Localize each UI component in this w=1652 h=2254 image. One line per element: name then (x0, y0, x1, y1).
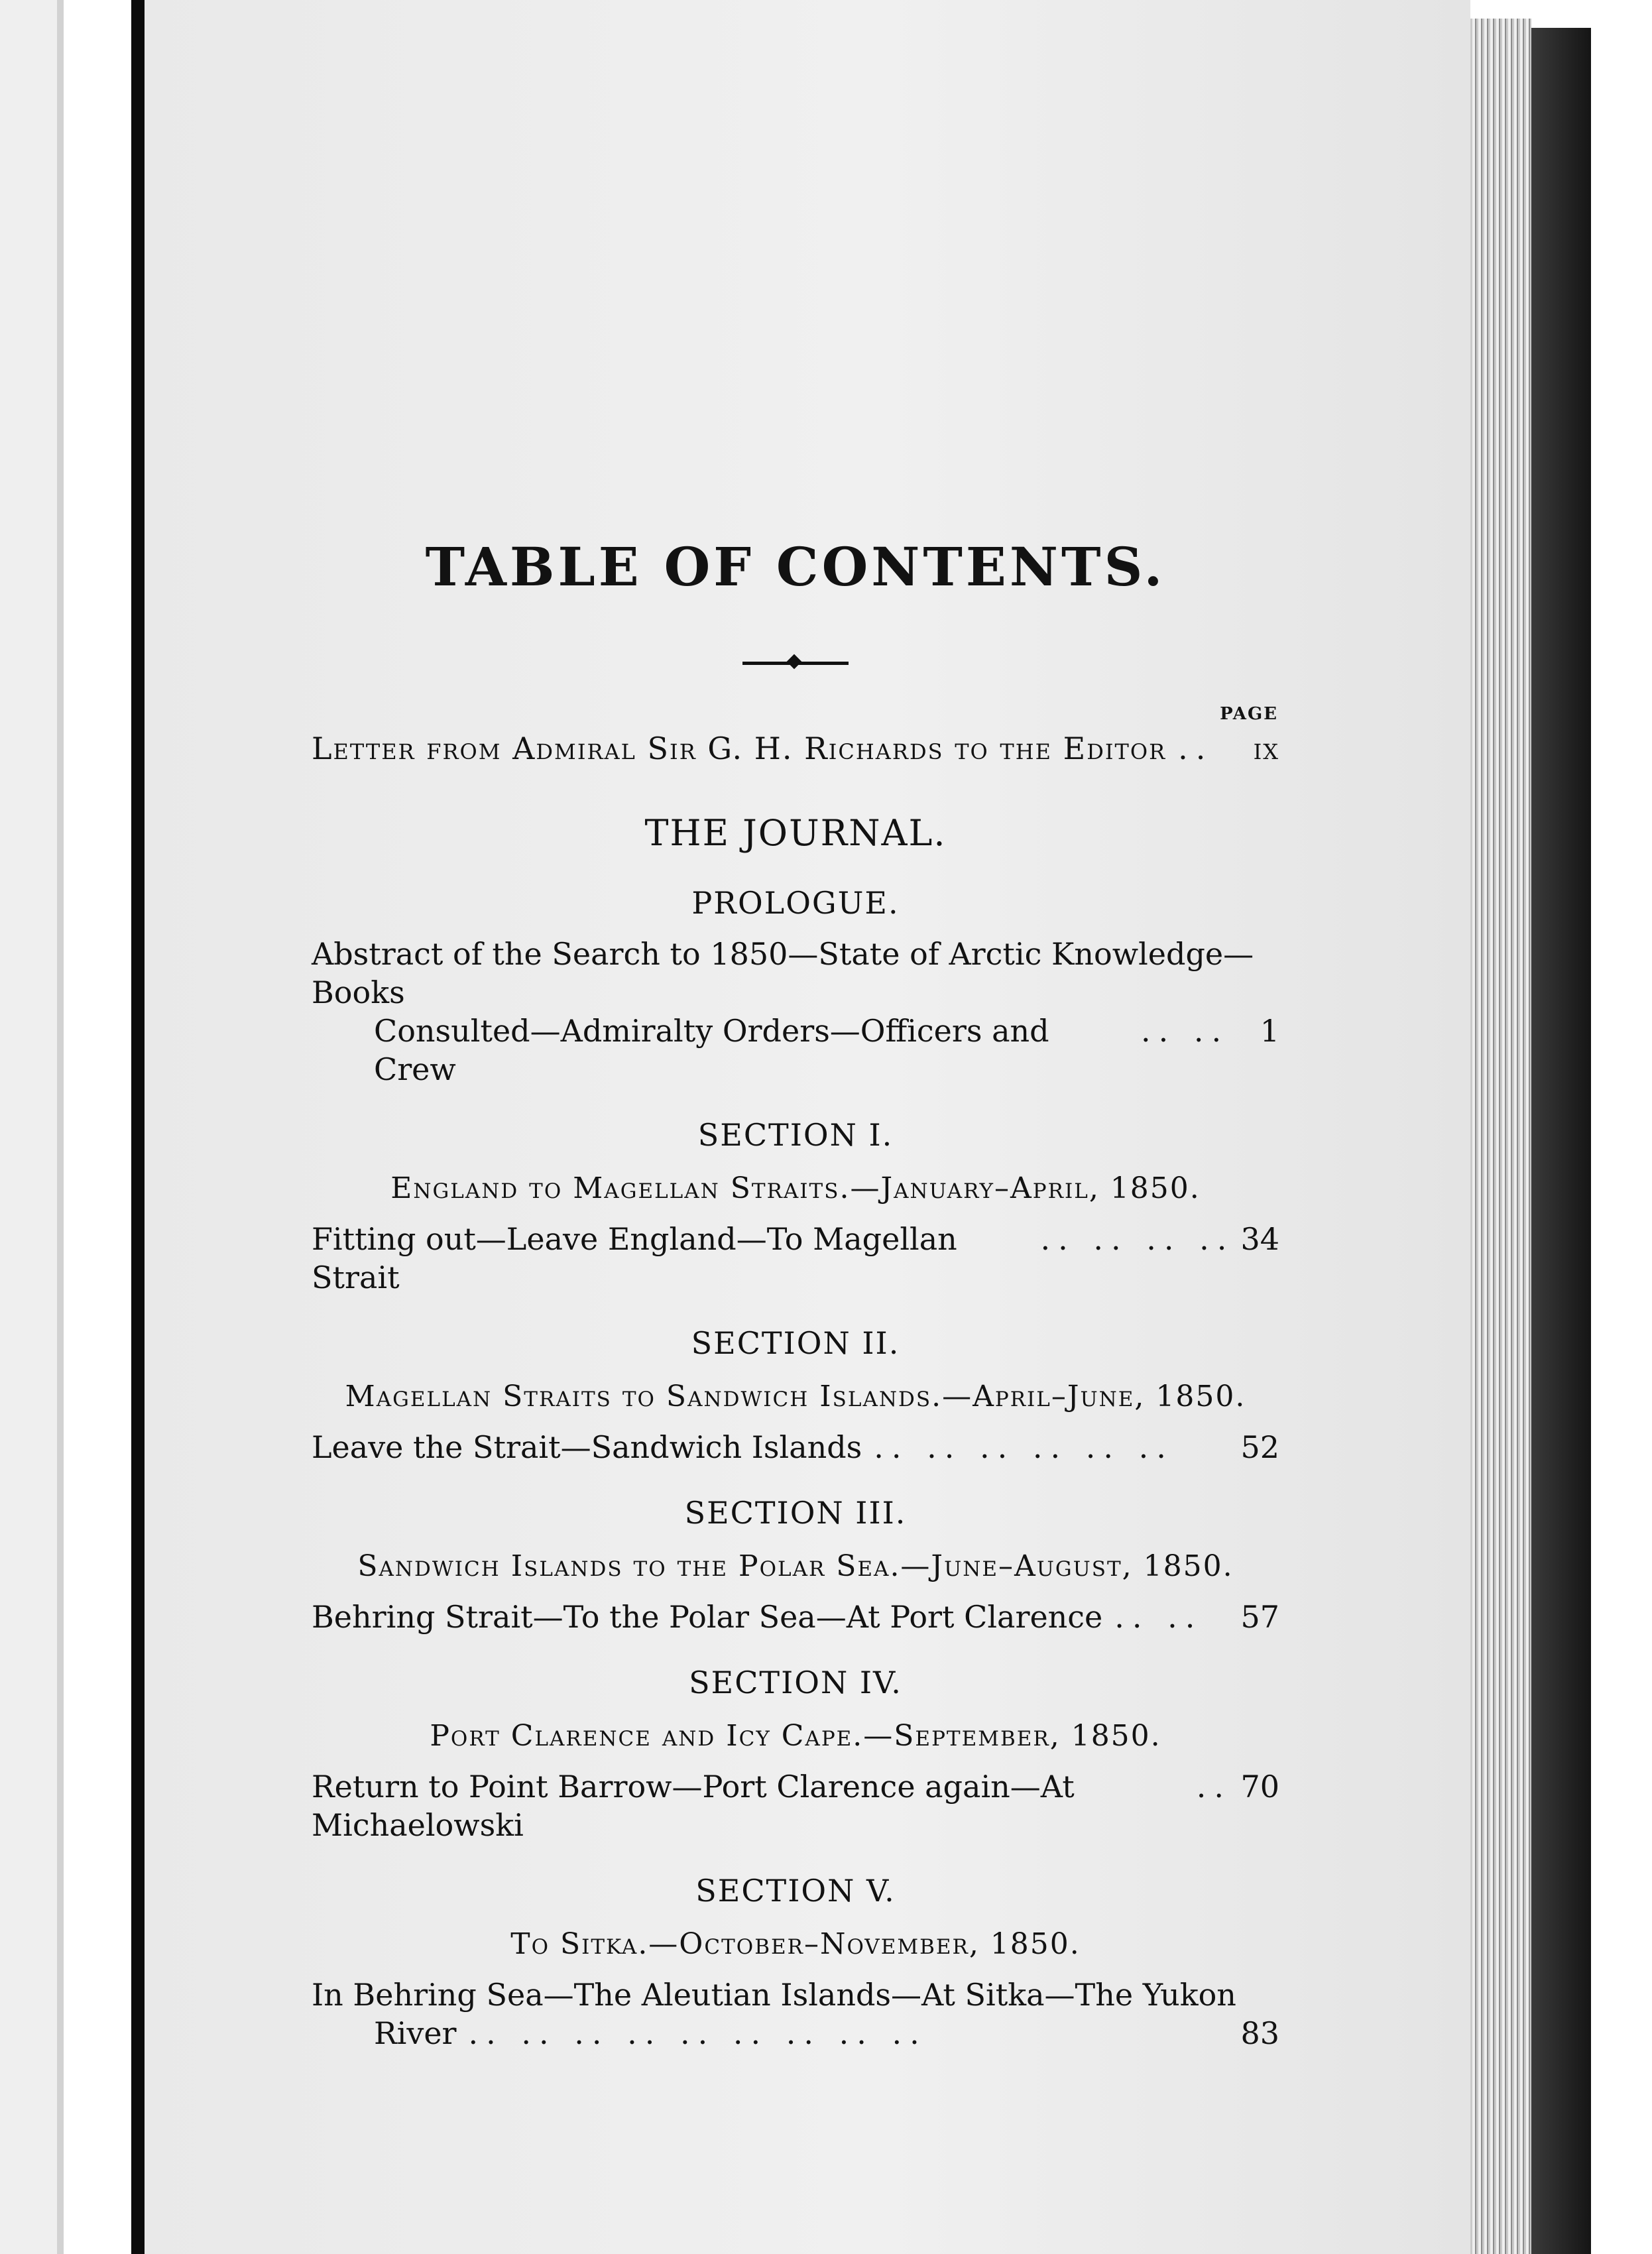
toc-entry-continuation (312, 2014, 1279, 2052)
section-heading: SECTION I. (697, 1117, 894, 1153)
page-title: TABLE OF CONTENTS. (425, 536, 1166, 598)
dot-leader: .. .. .. .. (1040, 1221, 1235, 1257)
toc-entry-text: In Behring Sea—The Aleutian Islands—At Sitka—The Yukon (312, 1977, 1236, 2013)
section-heading: SECTION IV. (689, 1665, 902, 1700)
toc-entry (312, 1767, 1279, 1844)
page-number: 1 (1260, 1013, 1279, 1049)
page-number: 52 (1240, 1429, 1279, 1465)
page-number: ix (1253, 731, 1279, 766)
page-column-heading: PAGE (1220, 704, 1278, 724)
toc-entry-text: River (374, 2015, 457, 2051)
toc-entry (312, 1220, 1279, 1297)
toc-entry-text: Letter from Admiral Sir G. H. Richards to the Editor (312, 731, 1167, 766)
toc-entry (312, 1428, 1279, 1466)
dot-leader: .. (1196, 1769, 1232, 1805)
section-subtitle: England to Magellan Straits.—January–April, 1850. (390, 1171, 1201, 1205)
section-subtitle: To Sitka.—October–November, 1850. (510, 1927, 1081, 1961)
prologue-heading: PROLOGUE. (691, 885, 900, 921)
toc-entry (312, 1976, 1279, 2052)
page-number: 70 (1240, 1769, 1279, 1805)
toc-entry-prologue (312, 935, 1279, 1089)
toc-entry-text: Abstract of the Search to 1850—State of Arctic Knowledge—Books (312, 936, 1254, 1010)
toc-entry-text: Return to Point Barrow—Port Clarence again—At Michaelowski (312, 1769, 1075, 1843)
dot-leader: .. .. .. .. .. .. .. .. .. (468, 2015, 927, 2051)
section-heading: SECTION V. (695, 1873, 896, 1909)
table-of-contents (312, 530, 1279, 2052)
page-number: 83 (1240, 2015, 1279, 2051)
page-number: 34 (1240, 1221, 1279, 1257)
page-number: 57 (1240, 1599, 1279, 1635)
section-heading: SECTION III. (684, 1495, 907, 1531)
title-ornament (312, 650, 1279, 676)
section-subtitle: Port Clarence and Icy Cape.—September, 1850. (430, 1719, 1161, 1753)
toc-entry-letter (312, 729, 1279, 768)
dot-leader: .. .. .. .. .. .. (874, 1429, 1174, 1465)
book-cover-board (1531, 28, 1591, 2254)
section-subtitle: Sandwich Islands to the Polar Sea.—June–August, 1850. (357, 1549, 1234, 1583)
ornament-diamond-icon (787, 654, 802, 670)
toc-entry-text: Fitting out—Leave England—To Magellan Strait (312, 1221, 957, 1295)
part-heading: THE JOURNAL. (644, 812, 947, 854)
dot-leader: .. .. (1140, 1013, 1230, 1049)
toc-entry-text: Consulted—Admiralty Orders—Officers and Crew (374, 1013, 1049, 1087)
page-block-edges (1470, 19, 1531, 2254)
toc-entry-continuation (312, 1012, 1279, 1089)
toc-entry-text: Behring Strait—To the Polar Sea—At Port Clarence (312, 1599, 1103, 1635)
dot-leader: .. .. (1114, 1599, 1203, 1635)
facing-page-shadow (57, 0, 64, 2254)
section-heading: SECTION II. (691, 1325, 900, 1361)
toc-entry-text: Leave the Strait—Sandwich Islands (312, 1429, 862, 1465)
scan-margin (1591, 0, 1652, 2254)
facing-page-edge (0, 0, 57, 2254)
book-gutter (131, 0, 145, 2254)
dot-leader: .. (1178, 731, 1214, 766)
section-subtitle: Magellan Straits to Sandwich Islands.—April–June, 1850. (345, 1380, 1246, 1413)
toc-entry (312, 1598, 1279, 1636)
